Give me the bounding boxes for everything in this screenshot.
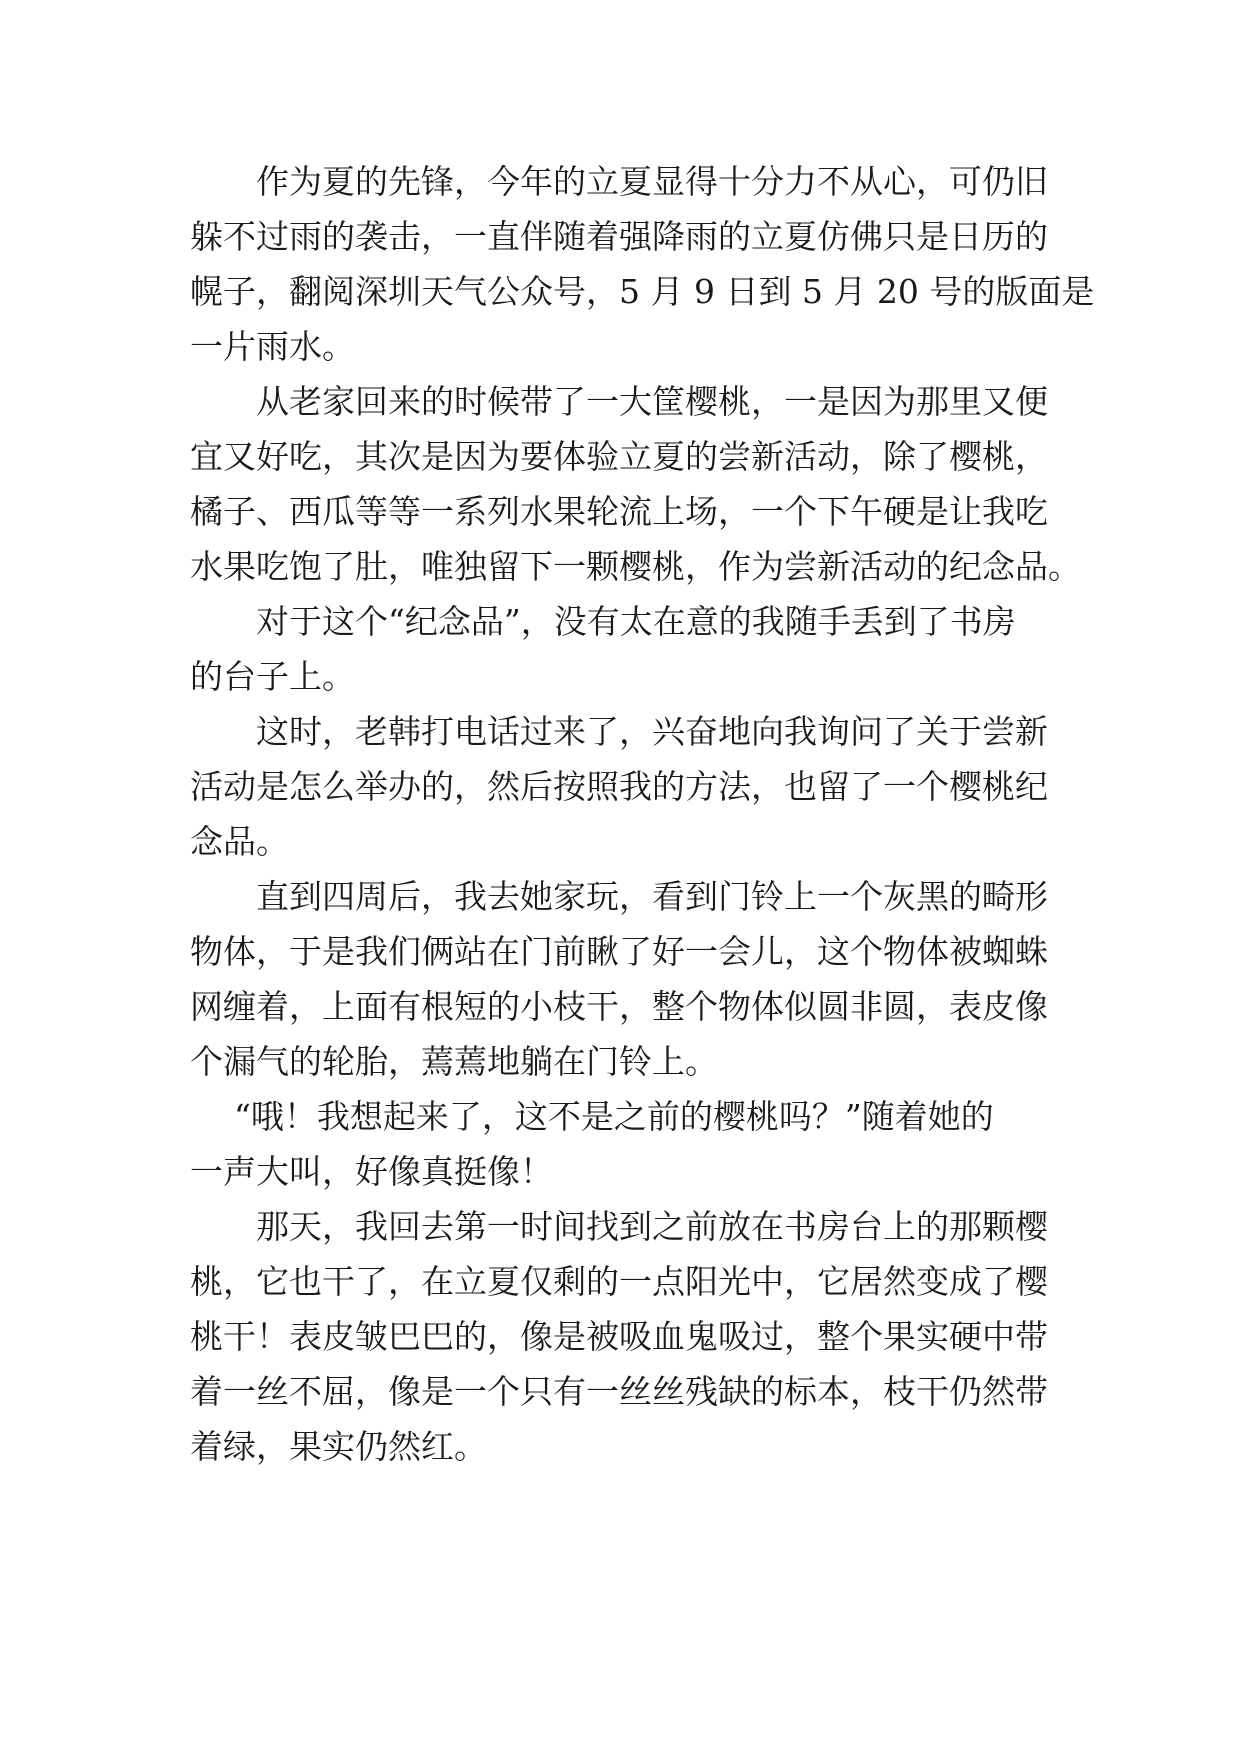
- paragraph-1-line-1: 作为夏的先锋，今年的立夏显得十分力不从心，可仍旧: [256, 162, 1048, 201]
- paragraph-7-line-2: 桃，它也干了，在立夏仅剩的一点阳光中，它居然变成了樱: [190, 1262, 1048, 1301]
- paragraph-2-line-1: 从老家回来的时候带了一大筐樱桃，一是因为那里又便: [256, 382, 1048, 421]
- paragraph-1-line-2: 躲不过雨的袭击，一直伴随着强降雨的立夏仿佛只是日历的: [190, 217, 1048, 256]
- paragraph-7-line-5: 着绿，果实仍然红。: [190, 1427, 487, 1466]
- paragraph-2-line-3: 橘子、西瓜等等一系列水果轮流上场，一个下午硬是让我吃: [190, 492, 1048, 531]
- paragraph-1-line-3: 幌子，翻阅深圳天气公众号，5 月 9 日到 5 月 20 号的版面是: [190, 272, 1095, 311]
- paragraph-4-line-3: 念品。: [190, 822, 289, 861]
- paragraph-5-line-4: 个漏气的轮胎，蔫蔫地躺在门铃上。: [190, 1042, 718, 1081]
- paragraph-7-line-4: 着一丝不屈，像是一个只有一丝丝残缺的标本，枝干仍然带: [190, 1372, 1048, 1411]
- paragraph-5-line-1: 直到四周后，我去她家玩，看到门铃上一个灰黑的畸形: [256, 877, 1048, 916]
- paragraph-2-line-2: 宜又好吃，其次是因为要体验立夏的尝新活动，除了樱桃，: [190, 437, 1048, 476]
- paragraph-5-line-2: 物体，于是我们俩站在门前瞅了好一会儿，这个物体被蜘蛛: [190, 932, 1048, 971]
- paragraph-2-line-4: 水果吃饱了肚，唯独留下一颗樱桃，作为尝新活动的纪念品。: [190, 547, 1081, 586]
- paragraph-4-line-2: 活动是怎么举办的，然后按照我的方法，也留了一个樱桃纪: [190, 767, 1048, 806]
- paragraph-1-line-4: 一片雨水。: [190, 327, 355, 366]
- paragraph-3-line-2: 的台子上。: [190, 657, 355, 696]
- paragraph-4-line-1: 这时，老韩打电话过来了，兴奋地向我询问了关于尝新: [256, 712, 1048, 751]
- paragraph-7-line-1: 那天，我回去第一时间找到之前放在书房台上的那颗樱: [256, 1207, 1048, 1246]
- paragraph-3-line-1: 对于这个“纪念品”，没有太在意的我随手丢到了书房: [256, 602, 1016, 641]
- paragraph-6-line-1: “哦！我想起来了，这不是之前的樱桃吗？”随着她的: [234, 1097, 994, 1136]
- paragraph-7-line-3: 桃干！表皮皱巴巴的，像是被吸血鬼吸过，整个果实硬中带: [190, 1317, 1048, 1356]
- paragraph-5-line-3: 网缠着，上面有根短的小枝干，整个物体似圆非圆，表皮像: [190, 987, 1048, 1026]
- paragraph-6-line-2: 一声大叫，好像真挺像！: [190, 1152, 553, 1191]
